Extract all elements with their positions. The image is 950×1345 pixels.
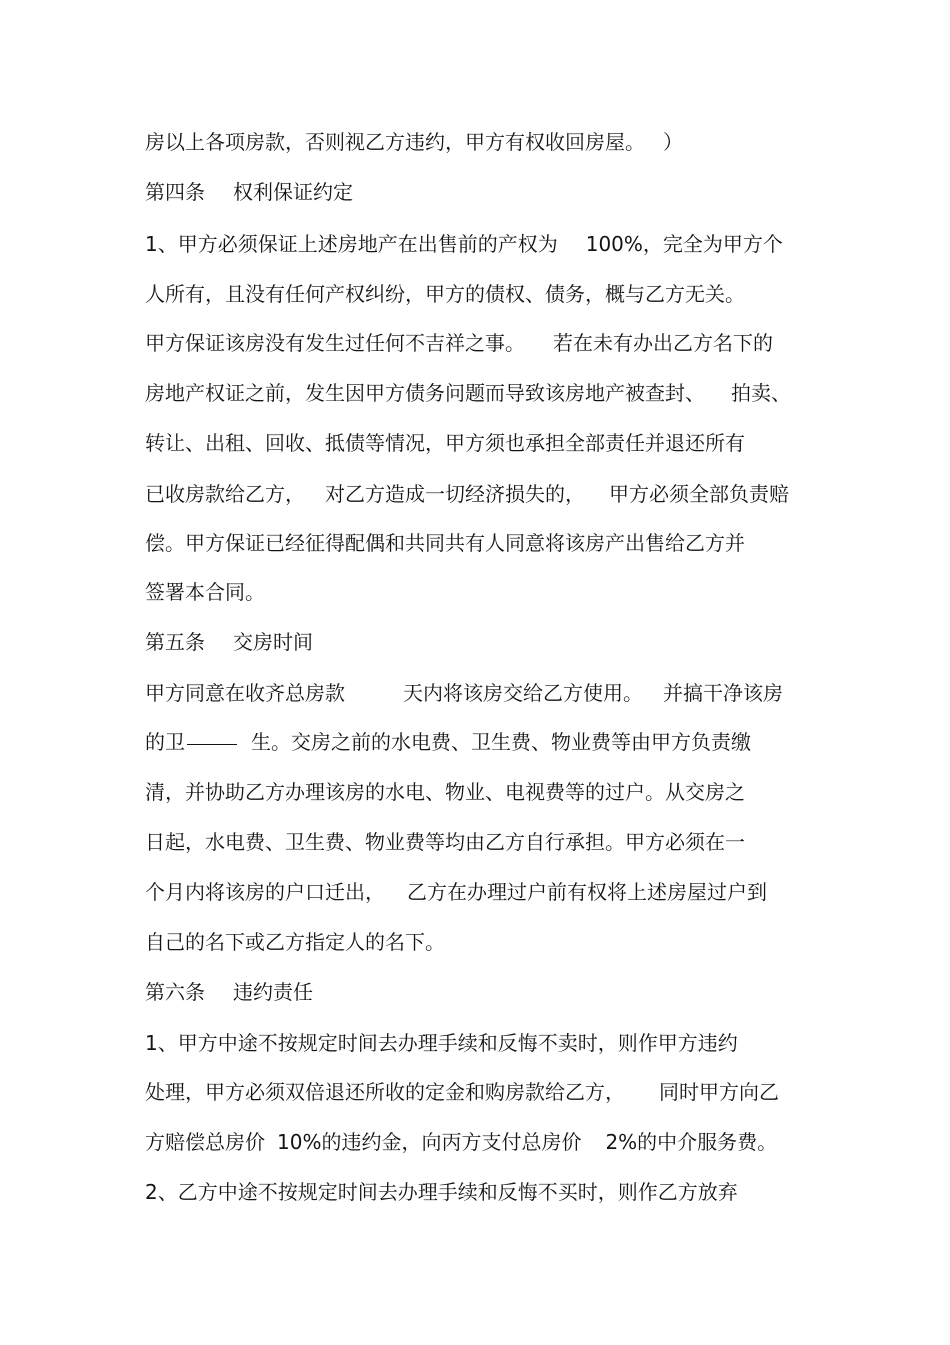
section-number: 第六条	[145, 980, 205, 1004]
text-line	[145, 231, 783, 257]
text-line	[145, 430, 745, 456]
text-line	[145, 779, 745, 805]
text-segment: 方赔偿总房价	[145, 1130, 265, 1154]
text-line	[145, 1129, 777, 1155]
text-line	[145, 1079, 779, 1105]
section-title: 交房时间	[233, 630, 313, 654]
text-line	[145, 879, 767, 905]
text-segment: 处理，甲方必须双倍退还所收的定金和购房款给乙方，	[145, 1080, 625, 1104]
text-line	[145, 579, 265, 605]
text-segment: 甲方同意在收齐总房款	[145, 681, 345, 705]
text-segment: 2%的中介服务费。	[605, 1130, 778, 1154]
text-segment: 对乙方造成一切经济损失的，	[325, 482, 585, 506]
text-line	[145, 330, 773, 356]
text-segment: 转让、出租、回收、抵债等情况，甲方须也承担全部责任并退还所有	[145, 431, 745, 455]
text-segment: 10%的违约金，向丙方支付总房价	[277, 1130, 582, 1154]
section-number: 第四条	[145, 180, 205, 204]
text-segment: 同时甲方向乙	[659, 1080, 779, 1104]
text-segment: 签署本合同。	[145, 580, 265, 604]
section-heading	[145, 629, 313, 655]
text-segment: 自己的名下或乙方指定人的名下。	[145, 930, 445, 954]
section-heading	[145, 179, 353, 205]
section-title: 权利保证约定	[233, 180, 353, 204]
text-segment: 乙方在办理过户前有权将上述房屋过户到	[407, 880, 767, 904]
text-segment: 个月内将该房的户口迁出，	[145, 880, 385, 904]
text-line	[145, 481, 789, 507]
text-segment: 天内将该房交给乙方使用。	[403, 681, 643, 705]
text-segment: 2、乙方中途不按规定时间去办理手续和反悔不买时，则作乙方放弃	[145, 1180, 738, 1204]
section-heading	[145, 979, 313, 1005]
text-segment: 1、甲方必须保证上述房地产在出售前的产权为	[145, 232, 558, 256]
text-line	[145, 929, 445, 955]
text-segment: 房以上各项房款，否则视乙方违约，甲方有权收回房屋。	[145, 130, 635, 154]
text-segment: 人所有，且没有任何产权纠纷，甲方的债权、债务，概与乙方无关。	[145, 282, 745, 306]
text-segment: 的卫	[145, 730, 185, 754]
text-line	[145, 729, 751, 755]
section-number: 第五条	[145, 630, 205, 654]
text-segment: 偿。甲方保证已经征得配偶和共同共有人同意将该房产出售给乙方并	[145, 531, 745, 555]
fill-in-blank	[187, 744, 237, 745]
text-line	[145, 380, 791, 406]
text-segment: 甲方必须全部负责赔	[609, 482, 789, 506]
text-segment: 甲方保证该房没有发生过任何不吉祥之事。	[145, 331, 525, 355]
text-segment: 若在未有办出乙方名下的	[553, 331, 773, 355]
text-line	[145, 129, 683, 155]
text-segment: 清，并协助乙方办理该房的水电、物业、电视费等的过户。从交房之	[145, 780, 745, 804]
text-segment: 100%，完全为甲方个	[585, 232, 783, 256]
text-line	[145, 680, 783, 706]
text-segment: ）	[663, 130, 683, 154]
text-segment: 已收房款给乙方，	[145, 482, 305, 506]
text-line	[145, 530, 745, 556]
text-segment: 拍卖、	[731, 381, 791, 405]
section-title: 违约责任	[233, 980, 313, 1004]
text-line	[145, 1179, 738, 1205]
text-line	[145, 829, 745, 855]
text-line	[145, 1030, 738, 1056]
text-segment: 日起，水电费、卫生费、物业费等均由乙方自行承担。甲方必须在一	[145, 830, 745, 854]
text-segment: 房地产权证之前，发生因甲方债务问题而导致该房地产被查封、	[145, 381, 705, 405]
text-line	[145, 281, 745, 307]
text-segment: 1、甲方中途不按规定时间去办理手续和反悔不卖时，则作甲方违约	[145, 1031, 738, 1055]
text-segment: 并搞干净该房	[663, 681, 783, 705]
text-segment: 生。交房之前的水电费、卫生费、物业费等由甲方负责缴	[251, 730, 751, 754]
